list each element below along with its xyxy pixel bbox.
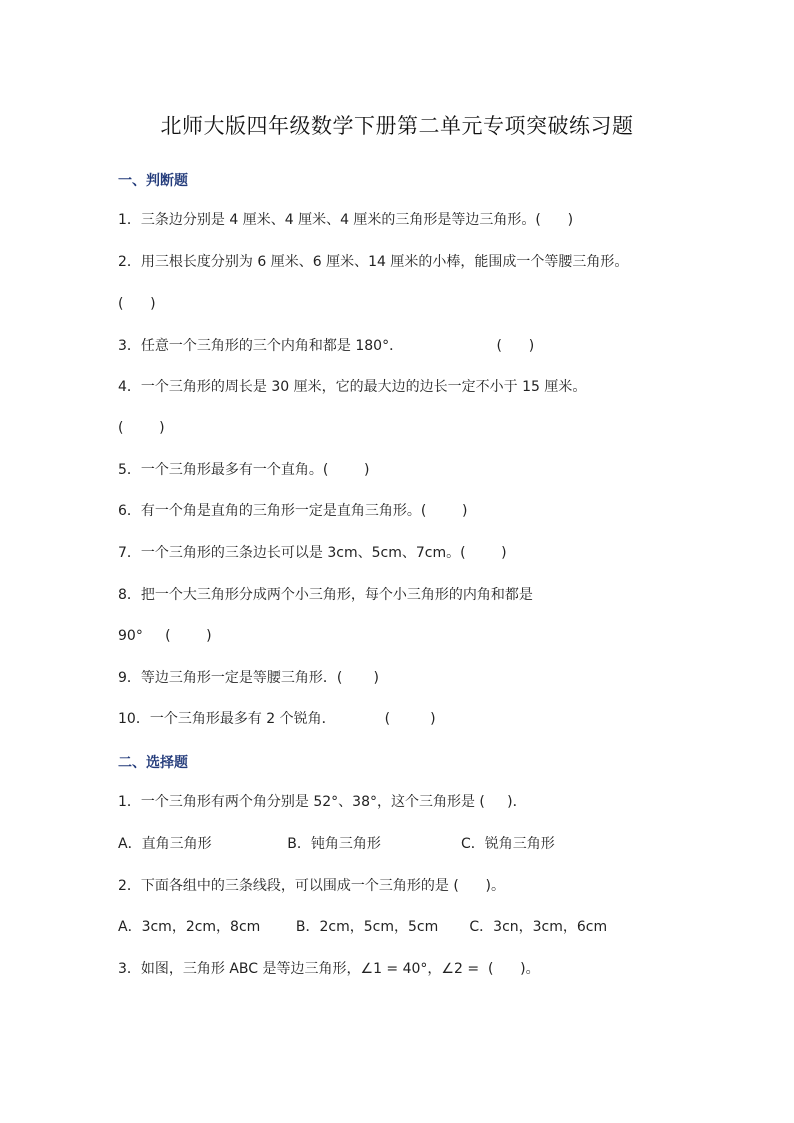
judgment-item-3: 3．任意一个三角形的三个内角和都是 180°． ( ) bbox=[118, 338, 535, 354]
judgment-item-9: 9．等边三角形一定是等腰三角形．( ) bbox=[118, 670, 379, 686]
choice-question-2: 2．下面各组中的三条线段，可以围成一个三角形的是 ( )。 bbox=[118, 878, 505, 894]
judgment-item-7: 7．一个三角形的三条边长可以是 3cm、5cm、7cm。( ) bbox=[118, 545, 507, 561]
section-heading-judgment: 一、判断题 bbox=[118, 173, 188, 189]
judgment-item-8-cont: 90° ( ) bbox=[118, 628, 212, 644]
judgment-item-6: 6．有一个角是直角的三角形一定是直角三角形。( ) bbox=[118, 503, 468, 519]
choice-options-2: A．3cm，2cm，8cm B．2cm，5cm，5cm C．3cn，3cm，6cm bbox=[118, 919, 608, 935]
judgment-item-4-blank: ( ) bbox=[118, 420, 165, 436]
judgment-item-1: 1．三条边分别是 4 厘米、4 厘米、4 厘米的三角形是等边三角形。( ) bbox=[118, 212, 574, 228]
section-heading-choice: 二、选择题 bbox=[118, 755, 188, 771]
choice-options-1: A．直角三角形 B．钝角三角形 C．锐角三角形 bbox=[118, 836, 555, 852]
judgment-item-4: 4．一个三角形的周长是 30 厘米，它的最大边的边长一定不小于 15 厘米。 bbox=[118, 379, 587, 395]
choice-question-3: 3．如图，三角形 ABC 是等边三角形，∠1 = 40°，∠2 = ( )。 bbox=[118, 961, 540, 977]
judgment-item-5: 5．一个三角形最多有一个直角。( ) bbox=[118, 462, 370, 478]
judgment-item-2-blank: ( ) bbox=[118, 296, 156, 312]
judgment-item-10: 10．一个三角形最多有 2 个锐角． ( ) bbox=[118, 711, 436, 727]
choice-question-1: 1．一个三角形有两个角分别是 52°、38°，这个三角形是 ( )． bbox=[118, 794, 527, 810]
judgment-item-2: 2．用三根长度分别为 6 厘米、6 厘米、14 厘米的小棒，能围成一个等腰三角形。 bbox=[118, 254, 629, 270]
page-title: 北师大版四年级数学下册第二单元专项突破练习题 bbox=[160, 114, 634, 138]
judgment-item-8: 8．把一个大三角形分成两个小三角形，每个小三角形的内角和都是 bbox=[118, 587, 533, 603]
